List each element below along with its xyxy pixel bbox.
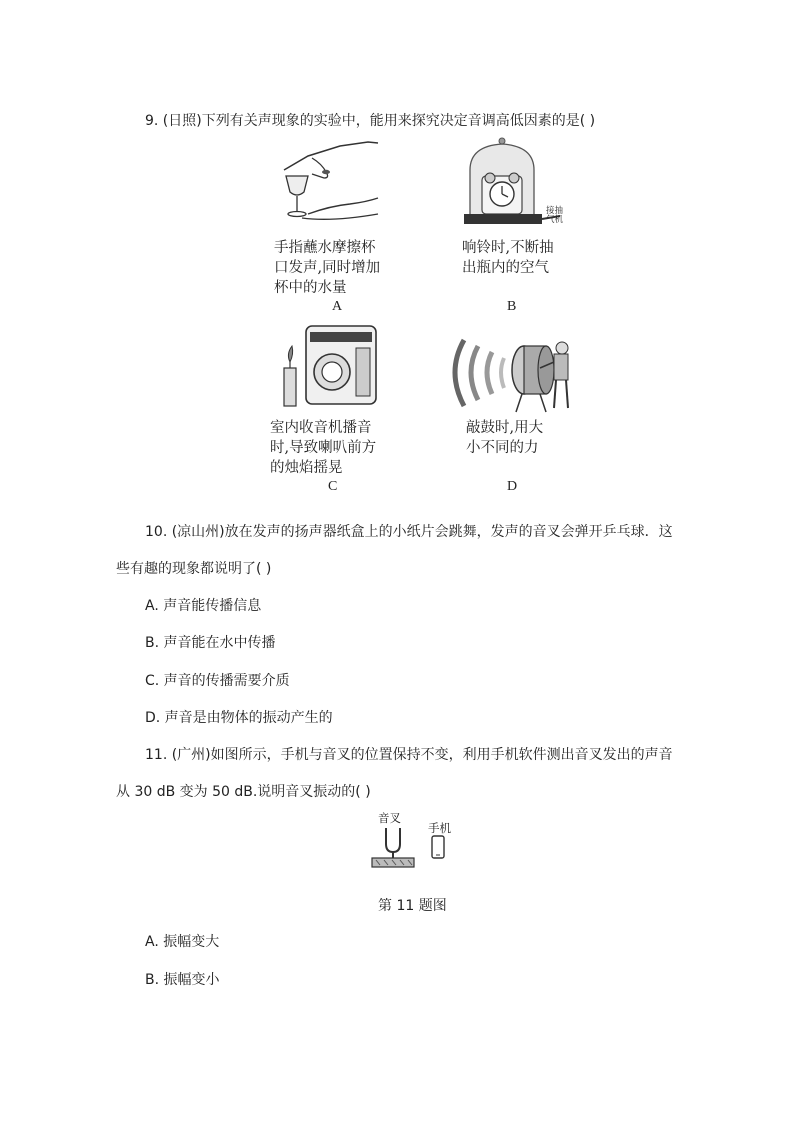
q10-stem-line2: 些有趣的现象都说明了( ) <box>116 561 272 577</box>
q11-stem-line2: 从 30 dB 变为 50 dB.说明音叉振动的( ) <box>116 784 371 800</box>
radio-candle-figure <box>280 318 380 414</box>
q11-option-b: B. 振幅变小 <box>145 972 220 988</box>
fork-label: 音叉 <box>378 811 401 825</box>
q10-option-d: D. 声音是由物体的振动产生的 <box>145 710 333 726</box>
caption-c-line1: 室内收音机播音 <box>270 420 372 436</box>
drum-figure <box>444 332 574 414</box>
q10-option-c: C. 声音的传播需要介质 <box>145 673 290 689</box>
q10-option-a: A. 声音能传播信息 <box>145 598 262 614</box>
caption-d-line1: 敲鼓时,用大 <box>466 420 544 436</box>
pump-label-line2: 气机 <box>546 215 564 225</box>
option-letter-b: B <box>507 299 517 314</box>
caption-c-line2: 时,导致喇叭前方 <box>270 440 377 456</box>
tuning-fork-figure <box>366 826 450 870</box>
option-letter-a: A <box>332 299 343 314</box>
q10-option-b: B. 声音能在水中传播 <box>145 635 276 651</box>
wine-glass-figure <box>282 138 382 228</box>
caption-a-line1: 手指蘸水摩擦杯 <box>274 240 376 256</box>
caption-b-line2: 出瓶内的空气 <box>462 260 549 276</box>
q11-stem-line1: 11. (广州)如图所示，手机与音叉的位置保持不变，利用手机软件测出音叉发出的声音 <box>145 747 673 763</box>
q9-stem: 9. (日照)下列有关声现象的实验中，能用来探究决定音调高低因素的是( ) <box>145 113 596 129</box>
q10-stem-line1: 10. (凉山州)放在发声的扬声器纸盒上的小纸片会跳舞，发声的音叉会弹开乒乓球．这 <box>145 524 673 540</box>
pump-label-line1: 接抽 <box>546 206 564 216</box>
q11-figure-caption: 第 11 题图 <box>378 898 447 914</box>
caption-b-line1: 响铃时,不断抽 <box>462 240 554 256</box>
caption-d-line2: 小不同的力 <box>466 440 539 456</box>
caption-a-line2: 口发声,同时增加 <box>274 260 381 276</box>
caption-c-line3: 的烛焰摇晃 <box>270 460 343 476</box>
q11-option-a: A. 振幅变大 <box>145 934 220 950</box>
option-letter-d: D <box>507 479 518 494</box>
caption-a-line3: 杯中的水量 <box>274 280 347 296</box>
phone-label: 手机 <box>428 821 451 835</box>
option-letter-c: C <box>328 479 338 494</box>
